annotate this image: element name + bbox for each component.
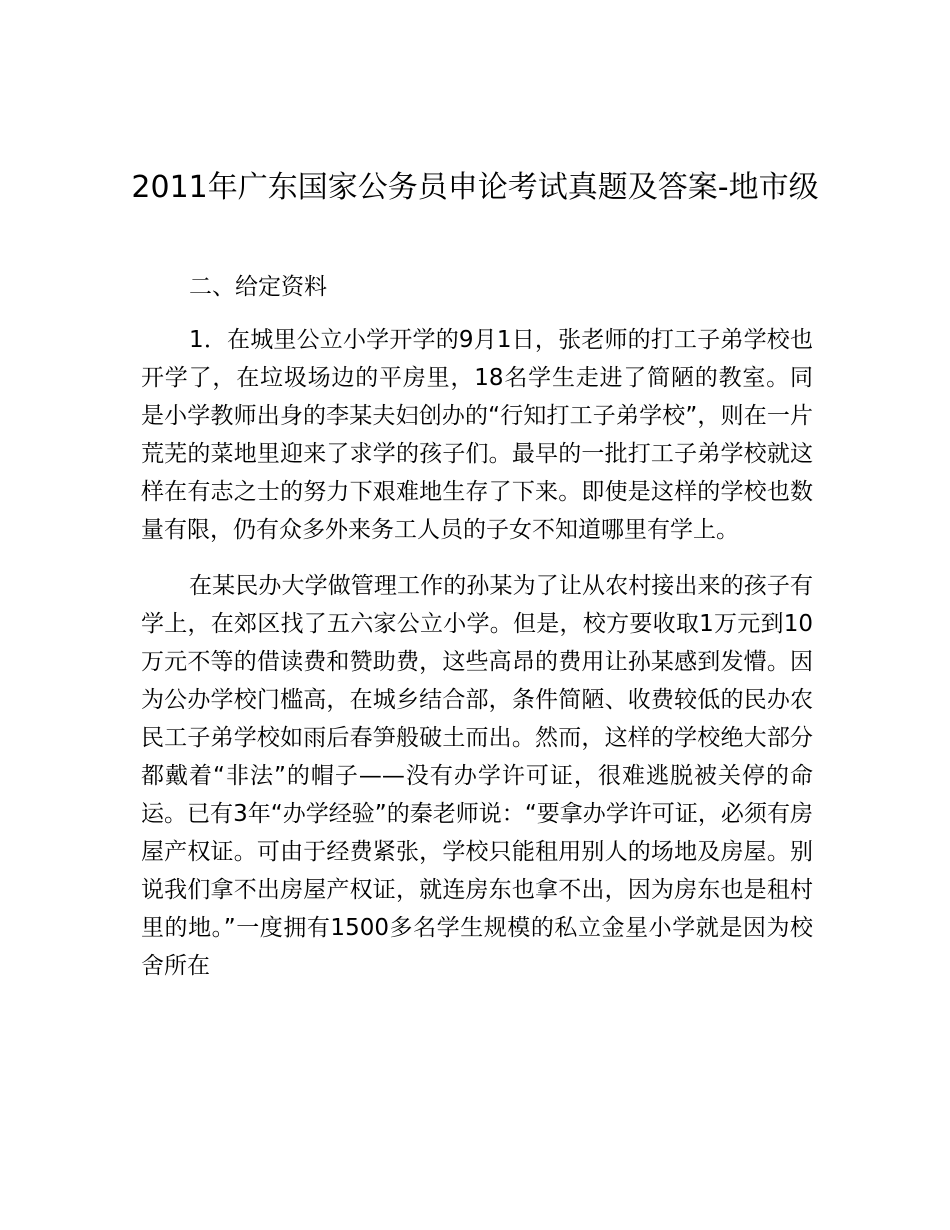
paragraph: 1．在城里公立小学开学的9月1日，张老师的打工子弟学校也开学了，在垃圾场边的平房里，18名学生走进了简陋的教室。同是小学教师出身的李某夫妇创办的“行知打工子弟学校”，则在一片荒芜的菜地里迎来了求学的孩子们。最早的一批打工子弟学校就这样在有志之士的努力下艰难地生存了下来。即使是这样的学校也数量有限，仍有众多外来务工人员的子女不知道哪里有学上。: [141, 327, 813, 543]
document-body: [141, 268, 813, 985]
section-heading: 二、给定资料: [189, 274, 327, 300]
paragraph: 在某民办大学做管理工作的孙某为了让从农村接出来的孩子有学上，在郊区找了五六家公立小学。但是，校方要收取1万元到10万元不等的借读费和赞助费，这些高昂的费用让孙某感到发懵。因为公办学校门槛高，在城乡结合部，条件简陋、收费较低的民办农民工子弟学校如雨后春笋般破土而出。然而，这样的学校绝大部分都戴着“非法”的帽子——没有办学许可证，很难逃脱被关停的命运。已有3年“办学经验”的秦老师说：“要拿办学许可证，必须有房屋产权证。可由于经费紧张，学校只能租用别人的场地及房屋。别说我们拿不出房屋产权证，就连房东也拿不出，因为房东也是租村里的地。”一度拥有1500多名学生规模的私立金星小学就是因为校舍所在: [141, 573, 813, 979]
document-title: 2011年广东国家公务员申论考试真题及答案-地市级: [131, 170, 819, 205]
